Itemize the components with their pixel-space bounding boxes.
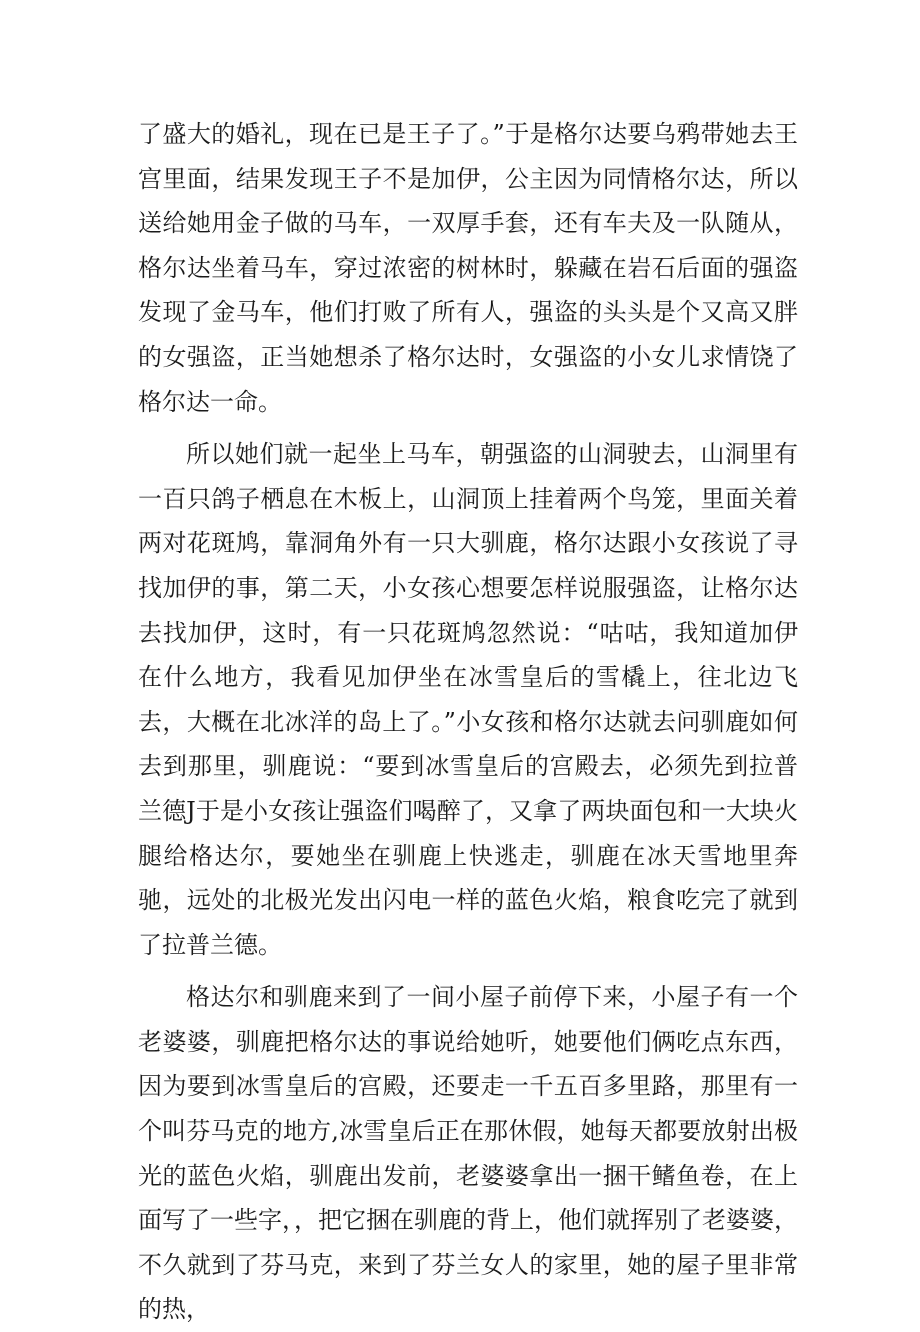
paragraph-2: 所以她们就一起坐上马车，朝强盗的山洞驶去，山洞里有一百只鸽子栖息在木板上，山洞顶上挂着两个鸟笼，里面关着两对花斑鸠，靠洞角外有一只大驯鹿，格尔达跟小女孩说了寻找加伊的事，第二天，小女孩心想要怎样说服强盗，让格尔达去找加伊，这时，有一只花斑鸠忽然说：“咕咕，我知道加伊在什么地方，我看见加伊坐在冰雪皇后的雪橇上，往北边飞去，大概在北冰洋的岛上了。”小女孩和格尔达就去问驯鹿如何去到那里，驯鹿说：“要到冰雪皇后的宫殿去，必须先到拉普兰德J于是小女孩让强盗们喝醉了，又拿了两块面包和一大块火腿给格达尔，要她坐在驯鹿上快逃走，驯鹿在冰天雪地里奔驰，远处的北极光发出闪电一样的蓝色火焰，粮食吃完了就到了拉普兰德。 (138, 440, 798, 959)
paragraph-3: 格达尔和驯鹿来到了一间小屋子前停下来，小屋子有一个老婆婆，驯鹿把格尔达的事说给她听，她要他们俩吃点东西，因为要到冰雪皇后的宫殿，还要走一千五百多里路，那里有一个叫芬马克的地方,冰雪皇后正在那休假，她每天都要放射出极光的蓝色火焰，驯鹿出发前，老婆婆拿出一捆干鳍鱼卷，在上面写了一些字，，把它捆在驯鹿的背上，他们就挥别了老婆婆，不久就到了芬马克，来到了芬兰女人的家里，她的屋子里非常的热， (138, 983, 798, 1324)
paragraph-1: 了盛大的婚礼，现在已是王子了。”于是格尔达要乌鸦带她去王宫里面，结果发现王子不是加伊，公主因为同情格尔达，所以送给她用金子做的马车，一双厚手套，还有车夫及一队随从，格尔达坐着马车，穿过浓密的树林时，躲藏在岩石后面的强盗发现了金马车，他们打败了所有人，强盗的头头是个又高又胖的女强盗，正当她想杀了格尔达时，女强盗的小女儿求情饶了格尔达一命。 (138, 120, 798, 416)
story-text (138, 112, 798, 1332)
